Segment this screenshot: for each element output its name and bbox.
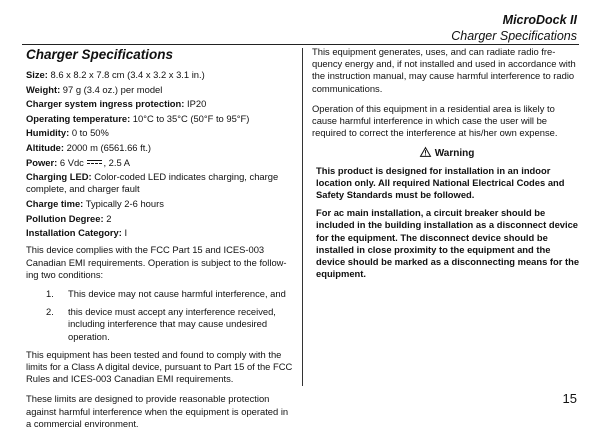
fcc-intro-paragraph: This device complies with the FCC Part 15 and ICES-003 Canadian EMI requirements. Operation is subject to the follow-ing two conditions: (26, 244, 287, 280)
conditions-list (26, 288, 294, 343)
column-divider (302, 48, 303, 386)
warning-indoor-paragraph: This product is designed for installation in an indoor location only. All required National Electrical Codes and Safety Standards must be followed. (316, 164, 565, 201)
header-section-name: Charger Specifications (451, 29, 577, 43)
page-number: 15 (562, 391, 577, 406)
header-rule (22, 44, 579, 45)
residential-paragraph: Operation of this equipment in a residential area is likely to cause harmful interference in which case the user will be required to correct the interference at his/her own expense. (312, 102, 558, 139)
spec-altitude (26, 142, 294, 154)
spec-value: Color-coded LED indicates charging, charge complete, and charger fault (26, 171, 279, 195)
spec-value: 10°C to 35°C (50°F to 95°F) (130, 112, 250, 124)
spec-value: Typically 2-6 hours (83, 197, 164, 209)
spec-size (26, 69, 294, 81)
spec-label: Charging LED: (26, 171, 92, 183)
spec-label: Operating temperature: (26, 112, 131, 124)
spec-weight (26, 84, 294, 96)
spec-value: 8.6 x 8.2 x 7.8 cm (3.4 x 3.2 x 3.1 in.) (47, 69, 205, 80)
section-title: Charger Specifications (26, 47, 174, 62)
spec-label: Charger system ingress protection: (26, 98, 185, 110)
spec-label: Humidity: (26, 127, 70, 139)
spec-value: IP20 (184, 98, 207, 110)
spec-temperature (26, 113, 294, 125)
page-header (451, 12, 577, 44)
radio-paragraph: This equipment generates, uses, and can radiate radio fre-quency energy and, if not installed and used in accordance with the instruction manual, may cause harmful interference to radio communications. (312, 46, 576, 94)
spec-value: 0 to 50% (69, 127, 109, 139)
spec-installation (26, 227, 294, 239)
spec-pollution (26, 213, 294, 225)
spec-charging-led (26, 171, 294, 195)
warning-label: Warning (434, 148, 475, 160)
right-column (312, 46, 582, 286)
spec-value: I (121, 227, 128, 239)
list-item-text: This device may not cause harmful interference, and (68, 287, 286, 299)
spec-humidity (26, 127, 294, 139)
spec-ingress (26, 98, 294, 110)
left-column (26, 46, 294, 430)
spec-charge-time (26, 198, 294, 210)
list-item (26, 288, 294, 300)
list-item-number: 1. (46, 287, 54, 299)
spec-value: 97 g (3.4 oz.) per model (60, 83, 163, 95)
spec-power (26, 157, 294, 169)
spec-label: Pollution Degree: (26, 212, 104, 224)
spec-value: 2000 m (6561.66 ft.) (64, 141, 152, 153)
spec-value-suffix: , 2.5 A (103, 156, 131, 168)
list-item (26, 306, 294, 343)
spec-label: Installation Category: (26, 227, 122, 239)
tested-paragraph: This equipment has been tested and found to comply with the limits for a Class A digital device, pursuant to Part 15 of the FCC Rules and ICES-003 Canadian EMI requirements. (26, 348, 293, 385)
limits-paragraph: These limits are designed to provide reasonable protection against harmful interference when the equipment is operated in a commercial environment. (26, 393, 289, 429)
spec-label: Power: (26, 156, 58, 168)
spec-label: Charge time: (26, 197, 84, 209)
list-item-text: this device must accept any interference received, including interference that may cause undesired operation. (68, 306, 276, 342)
spec-label: Weight: (26, 83, 61, 95)
warning-triangle-icon (420, 147, 431, 157)
spec-label: Size: (26, 69, 48, 80)
document-title: MicroDock II (502, 13, 577, 27)
spec-value: 6 Vdc (57, 156, 87, 168)
warning-breaker-paragraph: For ac main installation, a circuit breaker should be included in the building installation as a disconnect device for the equipment. The disconnect device should be installed in close proximity to the equipment and the device should be marked as a disconnecting means for the equipment. (316, 207, 580, 280)
spec-label: Altitude: (26, 141, 65, 153)
spec-value: 2 (103, 212, 112, 224)
list-item-number: 2. (46, 306, 54, 318)
dc-symbol-icon (87, 160, 102, 165)
warning-heading (312, 147, 582, 160)
